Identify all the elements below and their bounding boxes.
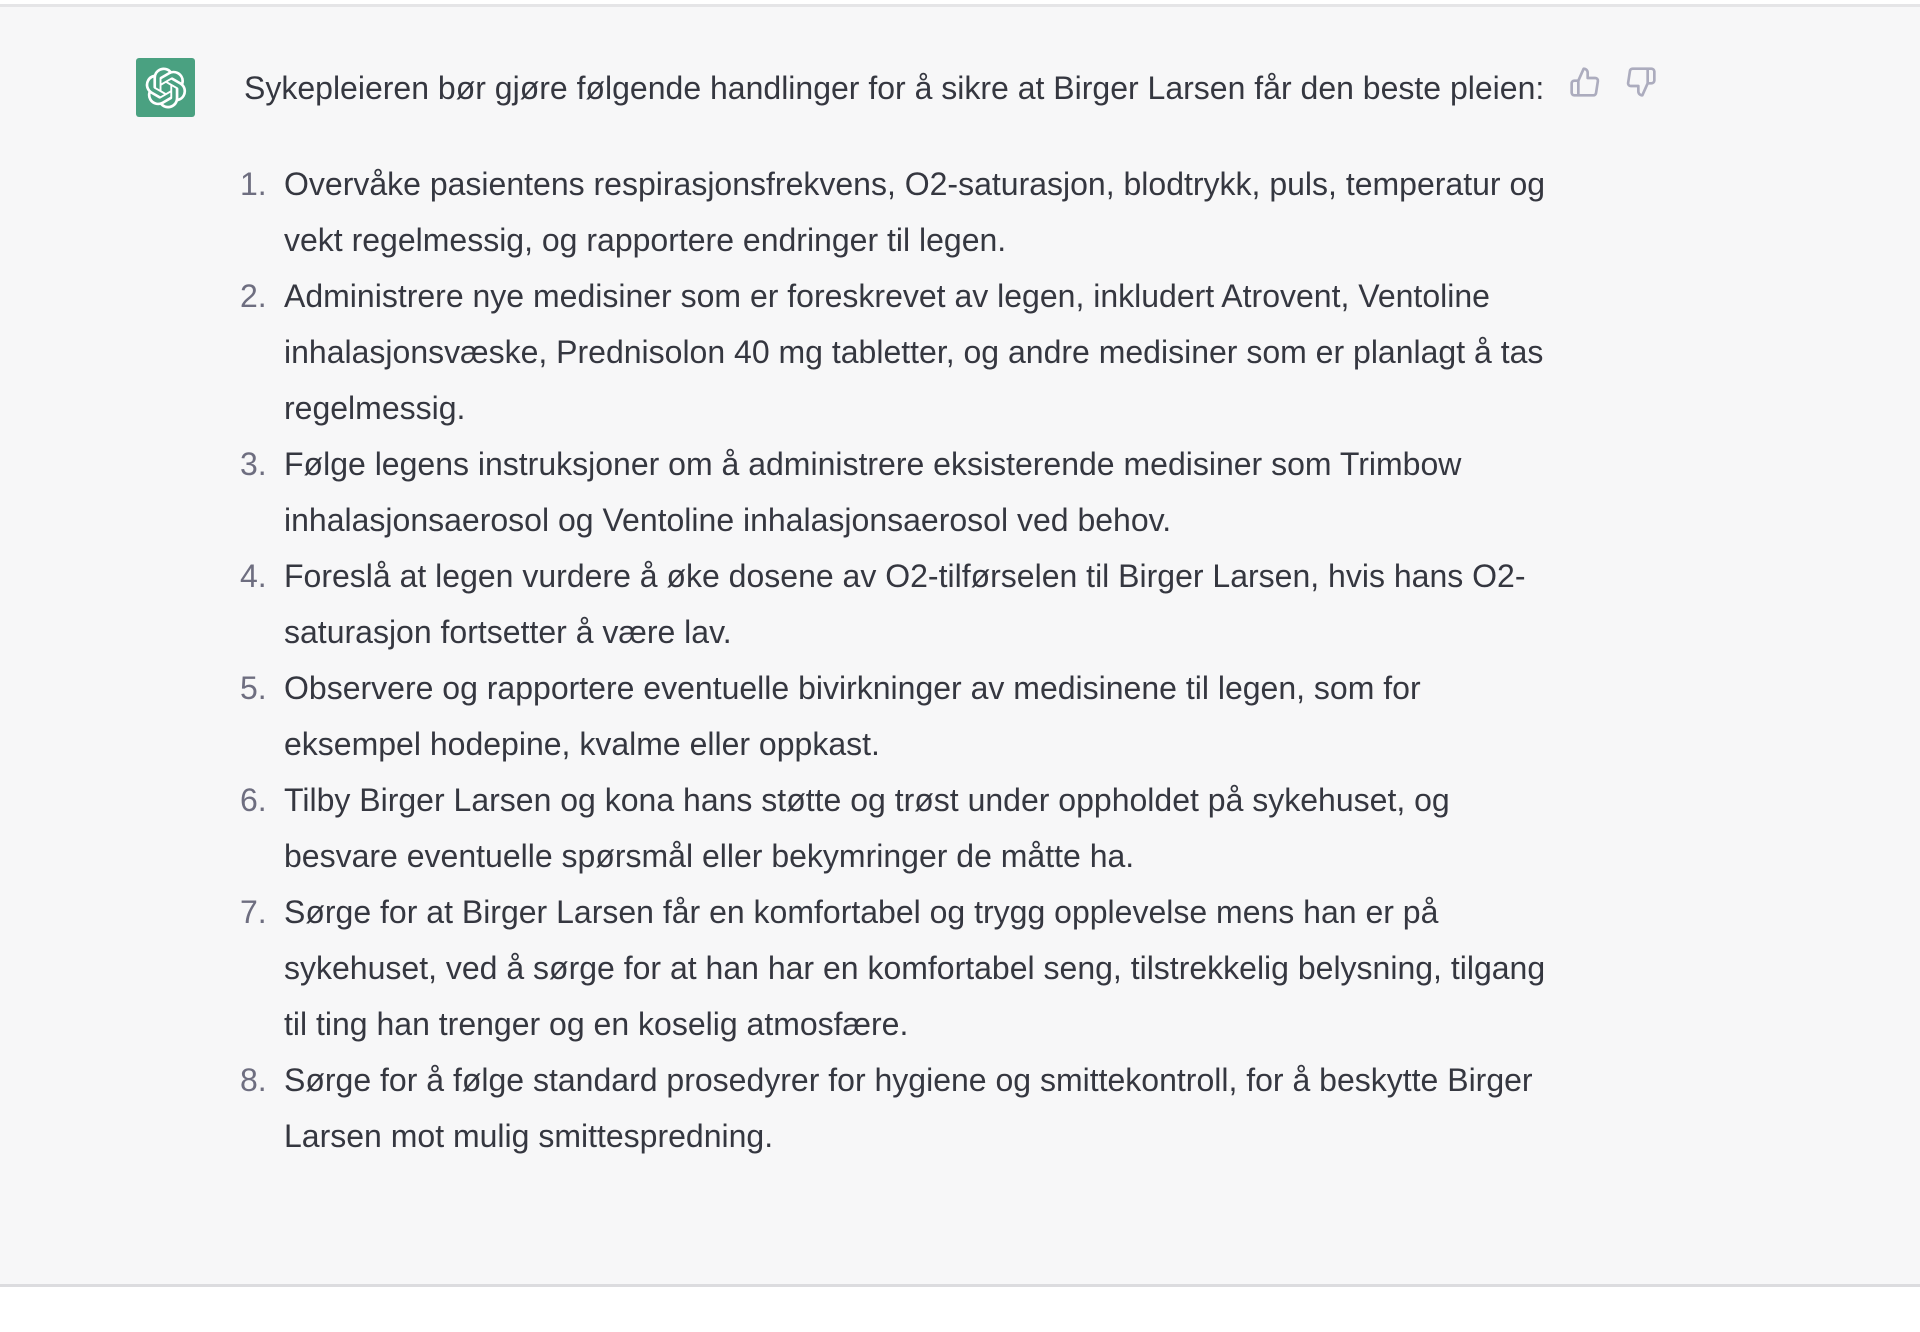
thumbs-up-icon <box>1569 66 1601 98</box>
list-text: Observere og rapportere eventuelle bivirkninger av medisinene til legen, som for eksempel hodepine, kvalme eller oppkast. <box>284 670 1421 762</box>
thumbs-down-button[interactable] <box>1624 65 1658 99</box>
list-text: Følge legens instruksjoner om å administrere eksisterende medisiner som Trimbow inhalasjonsaerosol og Ventoline inhalasjonsaerosol ved behov. <box>284 446 1462 538</box>
thumbs-down-icon <box>1625 66 1657 98</box>
list-number: 2. <box>240 278 267 314</box>
list-text: Administrere nye medisiner som er foreskrevet av legen, inkludert Atrovent, Ventoline inhalasjonsvæske, Prednisolon 40 mg tabletter, og andre medisiner som er planlagt å tas regelmessig. <box>284 278 1544 426</box>
list-number: 3. <box>240 446 267 482</box>
steps-list <box>240 156 1554 1164</box>
list-item <box>240 548 1554 660</box>
list-item <box>240 156 1554 268</box>
list-text: Sørge for at Birger Larsen får en komfortabel og trygg opplevelse mens han er på sykehuset, ved å sørge for at han har en komfortabel seng, tilstrekkelig belysning, tilgang til ting han trenger og en koselig atmosfære. <box>284 894 1546 1042</box>
list-text: Tilby Birger Larsen og kona hans støtte og trøst under oppholdet på sykehuset, og besvare eventuelle spørsmål eller bekymringer de måtte ha. <box>284 782 1450 874</box>
message-intro: Sykepleieren bør gjøre følgende handlinger for å sikre at Birger Larsen får den beste pleien: <box>244 70 1545 106</box>
thumbs-up-button[interactable] <box>1568 65 1602 99</box>
list-number: 7. <box>240 894 267 930</box>
list-item <box>240 660 1554 772</box>
feedback-buttons <box>1568 65 1658 99</box>
list-item <box>240 436 1554 548</box>
list-number: 4. <box>240 558 267 594</box>
list-text: Foreslå at legen vurdere å øke dosene av O2-tilførselen til Birger Larsen, hvis hans O2-saturasjon fortsetter å være lav. <box>284 558 1526 650</box>
list-item <box>240 268 1554 436</box>
list-item <box>240 1052 1554 1164</box>
list-number: 8. <box>240 1062 267 1098</box>
list-number: 5. <box>240 670 267 706</box>
list-number: 6. <box>240 782 267 818</box>
openai-logo-icon <box>145 67 187 109</box>
list-item <box>240 772 1554 884</box>
list-text: Sørge for å følge standard prosedyrer for hygiene og smittekontroll, for å beskytte Birger Larsen mot mulig smittespredning. <box>284 1062 1533 1154</box>
assistant-avatar <box>136 58 195 117</box>
assistant-message <box>0 4 1920 1287</box>
list-item <box>240 884 1554 1052</box>
list-number: 1. <box>240 166 267 202</box>
message-content <box>240 60 1554 1164</box>
list-text: Overvåke pasientens respirasjonsfrekvens, O2-saturasjon, blodtrykk, puls, temperatur og vekt regelmessig, og rapportere endringer til legen. <box>284 166 1546 258</box>
